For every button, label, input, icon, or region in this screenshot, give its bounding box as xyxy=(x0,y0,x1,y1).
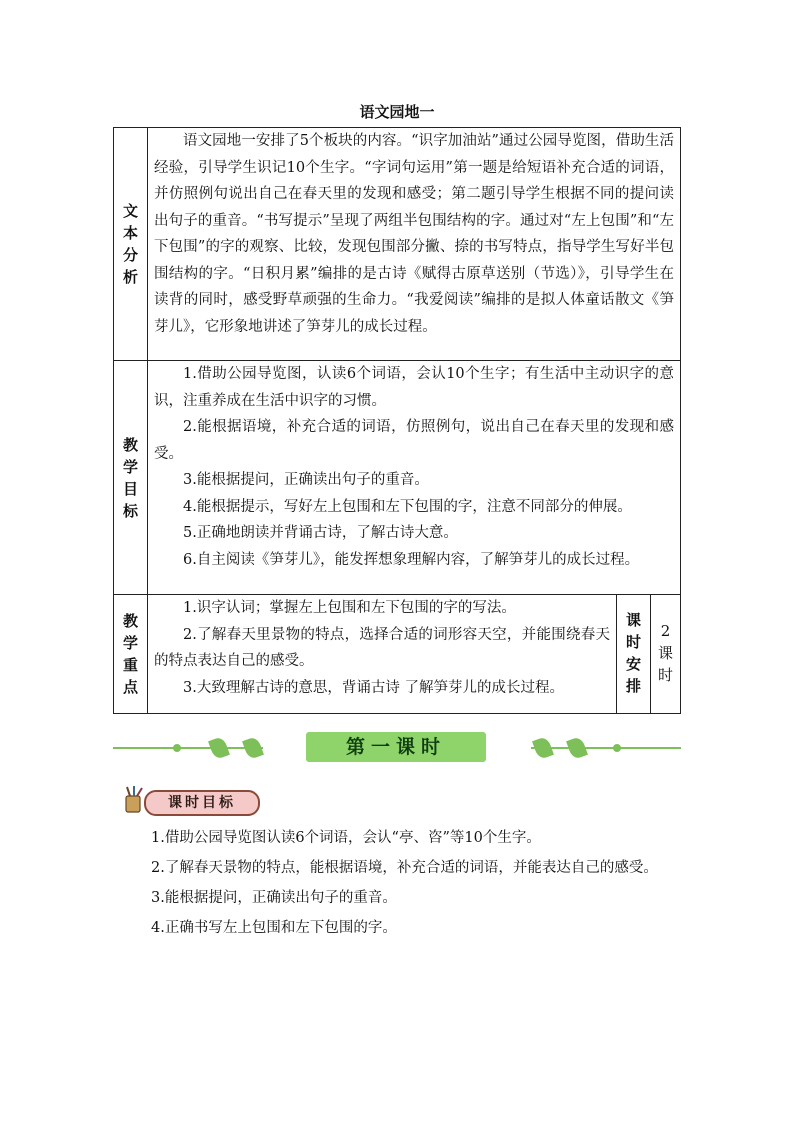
goal-item: 2.能根据语境，补充合适的词语，仿照例句，说出自己在春天里的发现和感受。 xyxy=(154,419,674,462)
goal-item: 5.正确地朗读并背诵古诗，了解古诗大意。 xyxy=(183,525,458,541)
banner-ornament xyxy=(173,744,181,752)
banner-line-right xyxy=(531,747,681,749)
lesson-goals-list xyxy=(122,823,678,943)
teaching-goals-row xyxy=(114,361,681,595)
teaching-goals-body xyxy=(148,361,681,595)
text-analysis-paragraph: 语文园地一安排了5个板块的内容。“识字加油站”通过公园导览图，借助生活经验，引导学生识记10个生字。“字词句运用”第一题是给短语补充合适的词语，并仿照例句说出自己在春天里的发现和感受；第二题引导学生根据不同的提问读出句子的重音。“书写提示”呈现了两组半包围结构的字。通过对“左上包围”和“左下包围”的字的观察、比较，发现包围部分撇、捺的书写特点，指导学生写好半包围结构的字。“日积月累”编排的是古诗《赋得古原草送别（节选）》，引导学生在读背的同时，感受野草顽强的生命力。“我爱阅读”编排的是拟人体童话散文《笋芽儿》，它形象地讲述了笋芽儿的成长过程。 xyxy=(154,133,674,335)
leaf-icon xyxy=(208,736,230,760)
schedule-value: 2课时 xyxy=(650,595,680,714)
lesson-goal-item: 1.借助公园导览图认读6个词语，会认“亭、咨”等10个生字。 xyxy=(151,830,541,846)
leaf-icon xyxy=(566,736,588,760)
key-point-item: 3.大致理解古诗的意思，背诵古诗 了解笋芽儿的成长过程。 xyxy=(183,679,564,696)
key-points-row xyxy=(114,595,681,714)
lesson-goals-badge-label: 课时目标 xyxy=(144,790,260,816)
key-point-item: 1.识字认词；掌握左上包围和左下包围的字的写法。 xyxy=(183,600,516,616)
goal-item: 4.能根据提示，写好左上包围和左下包围的字，注意不同部分的伸展。 xyxy=(183,498,632,515)
text-analysis-row xyxy=(114,128,681,361)
teaching-goals-header: 教学目标 xyxy=(114,361,148,595)
lesson-banner xyxy=(113,728,681,768)
page-title: 语文园地一 xyxy=(359,103,435,121)
goal-item: 3.能根据提问，正确读出句子的重音。 xyxy=(183,472,429,488)
goal-item: 6.自主阅读《笋芽儿》，能发挥想象理解内容，了解笋芽儿的成长过程。 xyxy=(183,551,640,568)
text-analysis-body xyxy=(148,128,681,361)
lesson-goal-item: 3.能根据提问，正确读出句子的重音。 xyxy=(151,890,397,906)
text-analysis-header: 文本分析 xyxy=(114,128,148,361)
key-points-header: 教学重点 xyxy=(114,595,148,714)
banner-line-left xyxy=(113,747,263,749)
leaf-icon xyxy=(242,736,264,760)
lesson-goal-item: 4.正确书写左上包围和左下包围的字。 xyxy=(151,920,397,936)
banner-title: 第一课时 xyxy=(306,732,486,762)
lesson-goal-item: 2.了解春天景物的特点，能根据语境，补充合适的词语，并能表达自己的感受。 xyxy=(151,860,658,876)
schedule-header: 课时安排 xyxy=(616,595,650,714)
lesson-plan-table xyxy=(113,127,681,714)
key-points-body xyxy=(148,595,617,714)
key-point-item: 2.了解春天里景物的特点，选择合适的词形容天空，并能围绕春天的特点表达自己的感受。 xyxy=(154,626,610,669)
banner-ornament xyxy=(613,744,621,752)
leaf-icon xyxy=(532,736,554,760)
goal-item: 1.借助公园导览图，认读6个词语，会认10个生字；有生活中主动识字的意识，注重养成在生活中识字的习惯。 xyxy=(154,366,674,409)
